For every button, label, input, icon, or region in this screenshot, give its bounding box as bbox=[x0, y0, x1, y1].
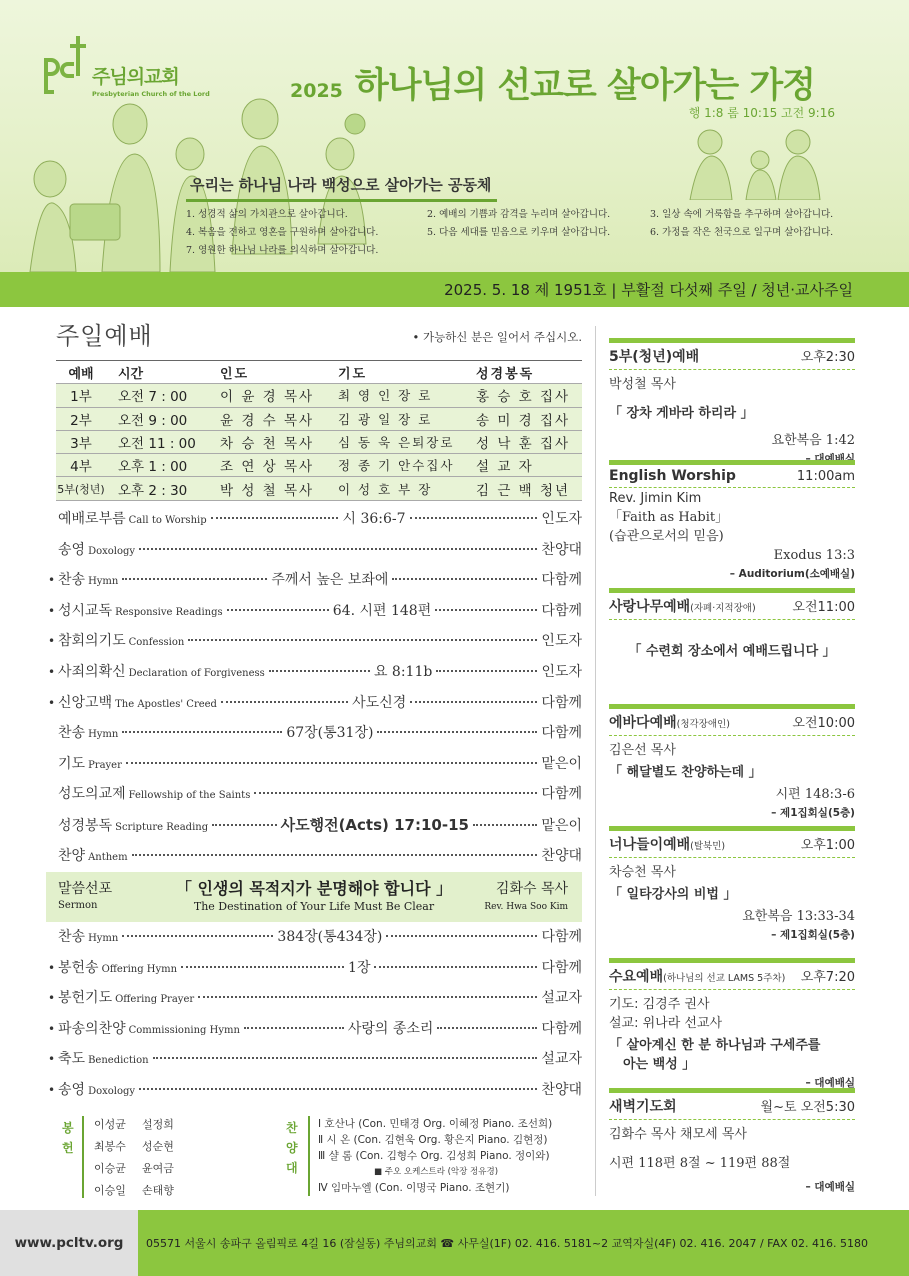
service-order-item bbox=[48, 1079, 582, 1110]
item-name-en: Hymn bbox=[88, 576, 119, 588]
item-name: 기도 bbox=[58, 755, 86, 772]
main-worship-section bbox=[48, 316, 583, 1098]
item-name-en: Doxology bbox=[88, 545, 136, 557]
table-row bbox=[56, 431, 582, 454]
table-cell: 오후 2 : 30 bbox=[118, 482, 188, 499]
item-name-en: Benediction bbox=[88, 1055, 149, 1067]
service-time: 11:00am bbox=[796, 469, 855, 484]
worship-schedule-table bbox=[56, 360, 582, 501]
bullet-dot: • bbox=[48, 603, 56, 618]
bullet-dot: • bbox=[48, 960, 56, 975]
item-leader: 인도자 bbox=[541, 633, 582, 650]
item-name: 성경봉독 bbox=[58, 817, 113, 834]
motto: 우리는 하나님 나라 백성으로 살아가는 공동체 bbox=[186, 174, 497, 202]
item-leader: 다함께 bbox=[541, 602, 582, 619]
logo-name: 주님의교회 bbox=[92, 66, 179, 88]
service-subtitle: (하나님의 선교 LAMS 5주차) bbox=[663, 973, 786, 984]
table-cell: 박 성 철 목사 bbox=[220, 482, 315, 499]
service-place: – Auditorium(소예배실) bbox=[729, 568, 855, 580]
item-name-en: Hymn bbox=[88, 933, 119, 944]
motto-item: 3. 일상 속에 거룩함을 추구하며 살아갑니다. bbox=[650, 209, 834, 220]
dotted-leader bbox=[374, 966, 537, 968]
service-place: – 제1집회실(5층) bbox=[771, 929, 855, 941]
service-subtitle: (자폐·지적장애) bbox=[690, 603, 756, 614]
item-leader: 인도자 bbox=[541, 511, 582, 527]
motto-item: 7. 영원한 하나님 나라를 의식하며 살아갑니다. bbox=[186, 245, 379, 256]
item-leader: 다함께 bbox=[541, 725, 582, 742]
table-cell: 4부 bbox=[70, 459, 92, 476]
item-name-en: Offering Hymn bbox=[101, 963, 178, 975]
item-name: 봉헌기도 bbox=[58, 990, 113, 1007]
service-verse: 시편 118편 8절 ~ 119편 88절 bbox=[609, 1156, 791, 1171]
service-verse: 시편 148:3-6 bbox=[775, 787, 855, 802]
dotted-leader bbox=[126, 762, 538, 764]
offering-name: 이승균 bbox=[94, 1162, 126, 1175]
dotted-leader bbox=[227, 609, 329, 611]
service-order-item bbox=[56, 926, 582, 957]
dotted-leader bbox=[473, 824, 537, 826]
dotted-leader bbox=[436, 670, 537, 672]
item-detail: 사도행전(Acts) 17:10-15 bbox=[280, 815, 469, 834]
item-name-en: Hymn bbox=[88, 729, 119, 741]
item-name: 성시교독 bbox=[58, 602, 113, 619]
service-subtitle: (탈북민) bbox=[690, 841, 726, 852]
worship-title: 주일예배 bbox=[56, 322, 153, 350]
item-name-en: Fellowship of the Saints bbox=[128, 790, 251, 802]
table-cell: 윤 경 수 목사 bbox=[220, 412, 315, 429]
sermon-pastor: 김화수 목사 bbox=[495, 881, 568, 897]
issue-date-bar: 2025. 5. 18 제 1951호 | 부활절 다섯째 주일 / 청년·교사주일 bbox=[0, 272, 909, 307]
dotted-leader bbox=[188, 639, 537, 641]
service-verse: 요한복음 1:42 bbox=[771, 433, 855, 448]
dotted-leader bbox=[139, 548, 537, 550]
motto-item: 6. 가정을 작은 천국으로 일구며 살아갑니다. bbox=[650, 227, 834, 238]
item-name: 예배로부름 bbox=[58, 511, 126, 527]
choir-item: Ⅳ 임마누엘 (Con. 이명국 Piano. 조현기) bbox=[318, 1182, 510, 1194]
item-name: 찬송 bbox=[58, 725, 86, 742]
table-cell: 3부 bbox=[70, 436, 92, 453]
theme-verses: 행 1:8 롬 10:15 고전 9:16 bbox=[688, 106, 835, 120]
service-order-item bbox=[48, 600, 582, 631]
service-title: 너나들이예배 bbox=[609, 837, 691, 853]
column-header: 성경봉독 bbox=[476, 366, 535, 382]
bullet-dot: • bbox=[48, 1021, 56, 1036]
bullet-dot: • bbox=[48, 1082, 56, 1097]
dotted-leader bbox=[198, 996, 537, 998]
footer bbox=[0, 1210, 909, 1276]
item-detail: 주께서 높은 보좌에 bbox=[271, 572, 389, 589]
church-address: 05571 서울시 송파구 올림픽로 4길 16 (잠실동) 주님의교회 ☎ 사무실(1F) 02. 416. 5181~2 교역자실(4F) 02. 416. 2047 / FAX 02. 416. 5180 bbox=[138, 1210, 909, 1276]
bullet-dot: • bbox=[48, 634, 56, 649]
item-name: 찬양 bbox=[58, 847, 86, 864]
table-row bbox=[56, 454, 582, 477]
service-pastor: 차승천 목사 bbox=[609, 865, 676, 880]
item-name-en: Declaration of Forgiveness bbox=[128, 667, 265, 679]
service-time: 오전10:00 bbox=[792, 716, 855, 731]
dotted-leader bbox=[122, 731, 282, 733]
item-name: 송영 bbox=[58, 1081, 86, 1098]
bullet-dot: • bbox=[48, 991, 56, 1006]
table-cell: 1부 bbox=[70, 389, 92, 406]
service-place: – 대예배실 bbox=[805, 1181, 855, 1193]
service-prayer: 기도: 김경주 권사 bbox=[609, 997, 710, 1012]
table-cell: 김 광 일 장 로 bbox=[338, 411, 433, 427]
sermon-title: 「 인생의 목적지가 분명해야 합니다 」 bbox=[175, 879, 453, 898]
sermon-title-en: The Destination of Your Life Must Be Clear bbox=[193, 900, 435, 913]
family-illustration bbox=[680, 120, 830, 200]
service-order-item bbox=[48, 661, 583, 692]
item-name-en: Commissioning Hymn bbox=[128, 1024, 240, 1036]
table-cell: 심 동 욱 은퇴장로 bbox=[338, 435, 455, 451]
item-name-en: Scripture Reading bbox=[115, 821, 209, 833]
item-name-en: Prayer bbox=[88, 759, 122, 771]
item-name-en: Call to Worship bbox=[128, 515, 207, 526]
item-leader: 다함께 bbox=[541, 929, 583, 945]
offering-list bbox=[82, 1116, 196, 1198]
item-name: 성도의교제 bbox=[58, 786, 126, 803]
header-banner bbox=[0, 0, 909, 272]
item-name-en: Anthem bbox=[88, 851, 128, 863]
table-cell: 5부(청년) bbox=[57, 482, 105, 496]
table-cell: 김 근 백 청년 bbox=[476, 482, 571, 499]
item-leader: 찬양대 bbox=[541, 541, 582, 558]
service-title: 사랑나무예배 bbox=[609, 599, 691, 615]
column-divider bbox=[595, 326, 596, 1196]
service-order-item bbox=[56, 783, 582, 814]
item-name-en: Confession bbox=[128, 637, 185, 649]
choir-list bbox=[308, 1116, 552, 1196]
service-title: 수요예배 bbox=[609, 969, 664, 985]
motto-item: 1. 성경적 삶의 가치관으로 살아갑니다. bbox=[186, 209, 348, 220]
theme-year: 2025 bbox=[290, 80, 343, 102]
service-title: 새벽기도회 bbox=[609, 1099, 677, 1115]
table-cell: 차 승 천 목사 bbox=[220, 436, 315, 453]
table-cell: 이 성 호 부 장 bbox=[338, 481, 433, 497]
service-order-item bbox=[48, 692, 582, 723]
table-cell: 최 영 인 장 로 bbox=[338, 388, 433, 404]
service-order-item bbox=[56, 539, 582, 570]
service-time: 오전11:00 bbox=[792, 600, 855, 615]
service-order-item bbox=[56, 814, 582, 845]
item-name-en: Doxology bbox=[88, 1085, 136, 1097]
item-detail: 64. 시편 148편 bbox=[332, 602, 432, 619]
service-sermon: 「Faith as Habit」 bbox=[609, 510, 729, 525]
item-leader: 다함께 bbox=[541, 959, 583, 976]
youth-worship bbox=[609, 338, 855, 466]
service-time: 오후1:00 bbox=[800, 838, 855, 853]
column-header: 인도 bbox=[220, 366, 250, 382]
item-name-en: Offering Prayer bbox=[115, 994, 195, 1006]
table-header bbox=[56, 361, 582, 384]
choir-item: Ⅲ 샬 롬 (Con. 김형수 Org. 김성희 Piano. 정이와) bbox=[318, 1150, 550, 1162]
table-cell: 오후 1 : 00 bbox=[118, 459, 188, 476]
service-sermon: 「 살아계신 한 분 하나님과 구세주를 bbox=[609, 1038, 821, 1053]
service-order-item bbox=[48, 987, 582, 1018]
item-name: 송영 bbox=[58, 541, 86, 558]
service-pastors: 김화수 목사 채모세 목사 bbox=[609, 1127, 747, 1142]
service-order-item bbox=[48, 1048, 582, 1079]
service-order-item bbox=[56, 753, 582, 784]
table-cell: 2부 bbox=[70, 412, 92, 429]
item-name: 신앙고백 bbox=[58, 694, 113, 711]
theme-heading bbox=[290, 58, 815, 108]
choir-item: Ⅱ 시 온 (Con. 김현욱 Org. 황은지 Piano. 김현정) bbox=[318, 1134, 548, 1146]
dotted-leader bbox=[122, 578, 267, 580]
service-subtitle: (청각장애인) bbox=[676, 719, 730, 730]
service-sermon: 「 일타강사의 비법 」 bbox=[609, 887, 737, 902]
bullet-dot: • bbox=[48, 664, 56, 679]
dotted-leader bbox=[244, 1027, 344, 1029]
dotted-leader bbox=[269, 670, 370, 672]
column-header: 기도 bbox=[338, 366, 368, 382]
table-cell: 이 윤 경 목사 bbox=[220, 389, 315, 406]
service-title: English Worship bbox=[609, 468, 736, 484]
item-leader: 설교자 bbox=[541, 990, 582, 1007]
bullet-dot: • bbox=[48, 1052, 56, 1067]
website-link[interactable]: www.pcltv.org bbox=[0, 1210, 138, 1276]
offering-name: 최봉수 bbox=[94, 1140, 126, 1153]
service-order-item bbox=[56, 845, 582, 876]
item-name: 참회의기도 bbox=[58, 633, 126, 650]
ephphatha-worship bbox=[609, 704, 855, 820]
offering-name: 손태향 bbox=[142, 1184, 174, 1197]
motto-list bbox=[186, 206, 866, 256]
table-cell: 홍 승 호 집사 bbox=[476, 389, 571, 406]
motto-item: 2. 예배의 기쁨과 감격을 누리며 살아갑니다. bbox=[427, 209, 611, 220]
item-leader: 맡은이 bbox=[541, 817, 582, 834]
offering-name: 설정희 bbox=[142, 1118, 174, 1131]
service-verse: Exodus 13:3 bbox=[773, 548, 855, 563]
item-detail: 67장(통31장) bbox=[286, 725, 374, 742]
item-detail: 시 36:6-7 bbox=[342, 511, 406, 527]
item-name: 찬송 bbox=[58, 929, 86, 945]
dotted-leader bbox=[410, 701, 537, 703]
service-sermon: 「 장차 게바라 하리라 」 bbox=[609, 406, 754, 421]
wednesday-worship bbox=[609, 958, 855, 1090]
theme-title: 하나님의 선교로 살아가는 가정 bbox=[354, 66, 815, 106]
order-of-service-bottom bbox=[48, 926, 583, 1110]
table-cell: 송 미 경 집사 bbox=[476, 412, 571, 429]
choir-item: ■ 주오 오케스트라 (악장 정유경) bbox=[374, 1167, 499, 1177]
item-detail: 1장 bbox=[348, 959, 371, 976]
offering-name: 성순현 bbox=[142, 1140, 174, 1153]
english-worship bbox=[609, 460, 855, 581]
service-pastor: 김은선 목사 bbox=[609, 743, 676, 758]
service-sermon: 아는 백성 」 bbox=[623, 1057, 696, 1072]
service-place: – 대예배실 bbox=[805, 1077, 855, 1089]
table-row bbox=[56, 477, 582, 500]
dotted-leader bbox=[392, 578, 537, 580]
service-order-item bbox=[48, 630, 582, 661]
table-cell: 오전 7 : 00 bbox=[118, 389, 188, 406]
item-leader: 맡은이 bbox=[541, 755, 582, 772]
service-preacher: 설교: 위나라 선교사 bbox=[609, 1016, 723, 1031]
service-pastor: 박성철 목사 bbox=[609, 377, 676, 392]
dotted-leader bbox=[386, 935, 537, 937]
dotted-leader bbox=[181, 966, 344, 968]
item-leader: 다함께 bbox=[541, 1020, 582, 1037]
service-place: – 대예배실 bbox=[805, 453, 855, 465]
item-leader: 다함께 bbox=[541, 694, 582, 711]
order-of-service-top bbox=[48, 508, 583, 875]
table-cell: 오전 11 : 00 bbox=[118, 436, 196, 453]
service-order-item bbox=[48, 957, 583, 988]
item-leader: 찬양대 bbox=[541, 847, 582, 864]
dotted-leader bbox=[211, 517, 339, 519]
dotted-leader bbox=[122, 935, 273, 937]
offering-name: 윤여금 bbox=[142, 1162, 174, 1175]
service-verse: 요한복음 13:33-34 bbox=[742, 909, 855, 924]
bullet-dot: • bbox=[48, 573, 56, 588]
sermon-label-en: Sermon bbox=[58, 900, 98, 911]
dotted-leader bbox=[153, 1057, 538, 1059]
item-name: 축도 bbox=[58, 1051, 86, 1068]
logo-subtitle: Presbyterian Church of the Lord bbox=[92, 90, 210, 98]
service-time: 월~토 오전5:30 bbox=[760, 1100, 855, 1115]
item-leader: 찬양대 bbox=[541, 1081, 582, 1098]
service-sermon-ko: (습관으로서의 믿음) bbox=[609, 529, 724, 544]
service-note: 「 수련회 장소에서 예배드립니다 」 bbox=[628, 644, 836, 659]
dotted-leader bbox=[437, 1027, 537, 1029]
service-title: 에바다예배 bbox=[609, 715, 677, 731]
table-cell: 설 교 자 bbox=[476, 459, 534, 476]
service-order-item bbox=[48, 569, 582, 600]
dotted-leader bbox=[377, 731, 537, 733]
service-order-item bbox=[56, 508, 582, 539]
dotted-leader bbox=[221, 701, 348, 703]
table-row bbox=[56, 384, 582, 407]
choir-heading: 찬 양 대 bbox=[286, 1121, 298, 1175]
service-time: 오후2:30 bbox=[800, 350, 855, 365]
table-cell: 오전 9 : 00 bbox=[118, 412, 188, 429]
item-name: 사죄의확신 bbox=[58, 663, 126, 680]
offering-name: 이승일 bbox=[94, 1184, 126, 1197]
service-order-item bbox=[56, 722, 582, 753]
item-leader: 인도자 bbox=[541, 663, 583, 680]
item-detail: 요 8:11b bbox=[373, 663, 433, 680]
bullet-dot: • bbox=[48, 695, 56, 710]
stand-note: • 가능하신 분은 일어서 주십시오. bbox=[412, 330, 582, 344]
service-title: 5부(청년)예배 bbox=[609, 349, 700, 365]
sermon-box bbox=[46, 872, 582, 922]
item-name-en: The Apostles' Creed bbox=[115, 698, 217, 710]
sarang-worship bbox=[609, 588, 855, 659]
dawn-prayer bbox=[609, 1088, 855, 1194]
dotted-leader bbox=[139, 1088, 537, 1090]
sermon-pastor-en: Rev. Hwa Soo Kim bbox=[484, 902, 568, 912]
dotted-leader bbox=[212, 824, 276, 826]
item-name: 파송의찬양 bbox=[58, 1020, 126, 1037]
item-detail: 사도신경 bbox=[352, 694, 407, 711]
table-cell: 정 종 기 안수집사 bbox=[338, 458, 455, 474]
table-cell: 조 연 상 목사 bbox=[220, 459, 315, 476]
choir-item: Ⅰ 호산나 (Con. 민태경 Org. 이혜정 Piano. 조선희) bbox=[318, 1118, 553, 1130]
column-header: 예배 bbox=[68, 366, 94, 382]
dotted-leader bbox=[132, 854, 538, 856]
item-detail: 384장(통434장) bbox=[277, 929, 383, 945]
item-leader: 설교자 bbox=[541, 1051, 582, 1068]
dotted-leader bbox=[410, 517, 538, 519]
motto-item: 5. 다음 세대를 믿음으로 키우며 살아갑니다. bbox=[427, 227, 611, 238]
table-cell: 성 낙 훈 집사 bbox=[476, 436, 571, 453]
offering-heading: 봉 헌 bbox=[62, 1121, 74, 1155]
item-detail: 사랑의 종소리 bbox=[347, 1020, 434, 1037]
offering-name: 이성균 bbox=[94, 1118, 126, 1131]
item-name: 봉헌송 bbox=[58, 959, 99, 976]
dotted-leader bbox=[254, 792, 537, 794]
service-pastor: Rev. Jimin Kim bbox=[609, 491, 702, 506]
service-time: 오후7:20 bbox=[800, 970, 855, 985]
sermon-label: 말씀선포 bbox=[58, 881, 113, 897]
item-name: 찬송 bbox=[58, 572, 86, 589]
column-header: 시간 bbox=[118, 366, 144, 382]
service-order-item bbox=[48, 1018, 582, 1049]
item-leader: 다함께 bbox=[541, 786, 582, 803]
table-row bbox=[56, 408, 582, 431]
service-place: – 제1집회실(5층) bbox=[771, 807, 855, 819]
item-name-en: Responsive Readings bbox=[115, 606, 223, 618]
neona-worship bbox=[609, 826, 855, 942]
motto-item: 4. 복음을 전하고 영혼을 구원하며 살아갑니다. bbox=[186, 227, 379, 238]
service-sermon: 「 해달별도 찬양하는데 」 bbox=[609, 765, 762, 780]
dotted-leader bbox=[435, 609, 537, 611]
item-leader: 다함께 bbox=[541, 572, 582, 589]
